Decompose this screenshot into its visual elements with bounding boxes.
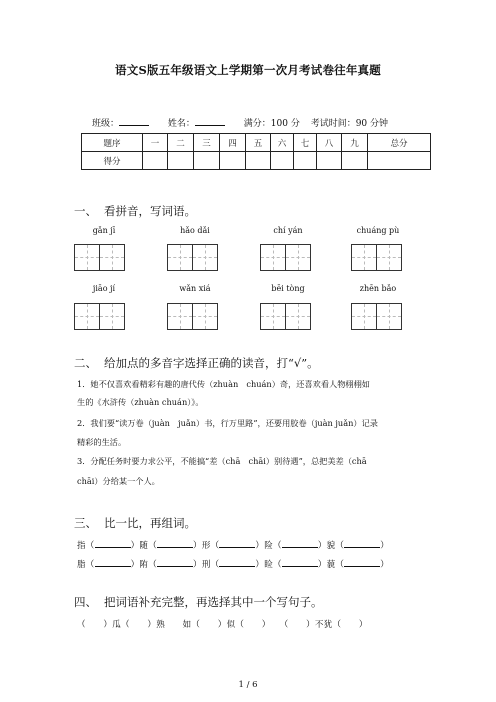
question-line: 生的《水浒传（zhuàn chuán）》。 [77,397,204,407]
score-cell[interactable] [317,152,342,170]
char-prompt: ）睑（ [255,560,282,570]
header-cell: 五 [246,134,271,152]
char-prompt: ）陏（ [130,560,158,570]
grid-cell[interactable] [192,304,217,329]
pinyin-label: chuáng pù [356,226,400,235]
char-prompt: ）险（ [255,541,282,551]
char-prompt: ） [380,560,390,570]
answer-blank[interactable] [219,538,255,548]
score-cell[interactable] [294,152,317,170]
header-cell: 二 [168,134,194,152]
answer-blank[interactable] [344,557,380,567]
grid-cell[interactable] [376,245,401,270]
name-blank[interactable] [195,116,225,126]
class-label: 班级： [92,119,120,129]
score-table-row [82,152,431,170]
compare-row-1 [77,538,389,551]
writing-grid[interactable] [351,244,402,271]
header-cell: 八 [317,134,342,152]
char-prompt: ）貌（ [317,541,345,551]
grid-cell[interactable] [99,245,124,270]
char-prompt: ） [380,541,390,551]
writing-grid[interactable] [260,303,311,330]
question-line: 2．我们要“读万卷（juàn juǎn）书，行万里路”，还要用胶卷（juàn juǎn）记录 [77,418,378,428]
answer-blank[interactable] [219,557,255,567]
header-cell: 总分 [368,134,431,152]
char-prompt: ）形（ [193,541,220,551]
score-table [81,133,431,170]
pinyin-label: wǎn xiá [179,284,211,293]
grid-cell[interactable] [75,245,99,270]
section-number: 三、 [74,516,97,530]
writing-grid[interactable] [167,244,218,271]
answer-blank[interactable] [282,557,318,567]
grid-cell[interactable] [261,304,285,329]
section-4-heading [74,594,323,610]
char-prompt: 脂（ [77,560,95,570]
pinyin-label: zhēn bǎo [359,284,397,293]
grid-cell[interactable] [168,304,192,329]
grid-cell[interactable] [99,304,124,329]
score-cell[interactable] [143,152,168,170]
writing-grid[interactable] [74,303,125,330]
idiom-row[interactable]: （ ）瓜（ ）熟 如（ ）似（ ） （ ）不犹（ ） [77,620,368,630]
header-cell: 四 [220,134,246,152]
section-title: 给加点的多音字选择正确的读音，打“√”。 [104,356,319,370]
grid-cell[interactable] [261,245,285,270]
section-number: 一、 [74,204,97,218]
header-cell: 题序 [82,134,143,152]
exam-time: 考试时间：90 分钟 [310,119,389,129]
writing-grid[interactable] [351,303,402,330]
section-title: 比一比，再组词。 [104,516,196,530]
grid-cell[interactable] [376,304,401,329]
answer-blank[interactable] [95,557,131,567]
answer-blank[interactable] [282,538,318,548]
grid-cell[interactable] [285,304,310,329]
pinyin-label: hǎo dǎi [180,226,210,235]
compare-row-2 [77,557,389,570]
char-prompt: ）随（ [130,541,158,551]
score-cell[interactable] [246,152,271,170]
header-cell: 七 [294,134,317,152]
section-title: 看拼音，写词语。 [104,204,196,218]
section-1-heading [74,203,196,219]
score-cell[interactable] [220,152,246,170]
question-line: chāi）分给某一个人。 [77,476,160,486]
section-number: 四、 [74,595,97,609]
grid-cell[interactable] [352,304,376,329]
page-number: 1 / 6 [238,680,258,690]
score-cell[interactable] [271,152,294,170]
answer-blank[interactable] [344,538,380,548]
row-label: 得分 [82,152,143,170]
class-field [92,119,157,129]
name-field [168,119,233,129]
question-line: 精彩的生活。 [77,437,127,447]
header-cell: 一 [143,134,168,152]
pinyin-label: jiāo jí [92,284,116,293]
writing-grid[interactable] [74,244,125,271]
pinyin-label: chí yán [273,226,303,235]
score-cell[interactable] [168,152,194,170]
score-table-header [82,134,431,152]
section-number: 二、 [74,356,97,370]
writing-grid[interactable] [260,244,311,271]
answer-blank[interactable] [95,538,131,548]
section-3-heading [74,515,196,531]
char-prompt: ）藐（ [317,560,345,570]
score-cell[interactable] [194,152,220,170]
header-cell: 三 [194,134,220,152]
grid-cell[interactable] [352,245,376,270]
grid-cell[interactable] [192,245,217,270]
char-prompt: ）刑（ [193,560,220,570]
grid-cell[interactable] [75,304,99,329]
name-label: 姓名： [167,119,195,129]
section-title: 把词语补充完整，再选择其中一个写句子。 [104,595,323,609]
header-cell: 六 [271,134,294,152]
section-2-heading [74,355,319,371]
exam-info [92,116,396,129]
page-title: 语文S版五年级语文上学期第一次月考试卷往年真题 [115,63,381,77]
pinyin-label: bēi tòng [271,284,305,293]
class-blank[interactable] [119,116,149,126]
char-prompt: 指（ [77,541,95,551]
question-line: 1．她不仅喜欢看精彩有趣的唐代传（zhuàn chuán）奇，还喜欢看人物栩栩如 [77,379,370,389]
answer-blank[interactable] [157,538,193,548]
grid-cell[interactable] [168,245,192,270]
writing-grid[interactable] [167,303,218,330]
question-line: 3．分配任务时要力求公平，不能搞“差（chā chāi）别待遇”，总把美差（chā [77,456,367,466]
score-cell[interactable] [368,152,431,170]
pinyin-label: gǎn jī [92,226,116,235]
score-cell[interactable] [342,152,368,170]
header-cell: 九 [342,134,368,152]
answer-blank[interactable] [157,557,193,567]
full-score: 满分：100 分 [243,119,300,129]
grid-cell[interactable] [285,245,310,270]
